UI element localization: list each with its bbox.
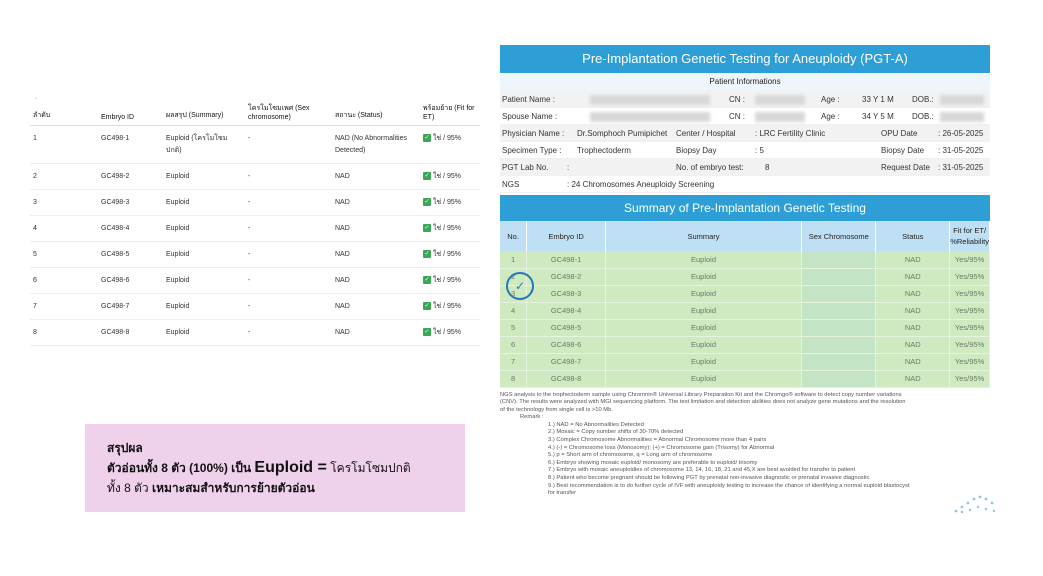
summary-row bbox=[500, 353, 990, 370]
check-square-icon: ✓ bbox=[424, 329, 430, 336]
summary-row bbox=[500, 251, 990, 268]
summary-row bbox=[500, 302, 990, 319]
cell-status: NAD bbox=[332, 294, 420, 320]
patient-age-value: 33 Y 1 M bbox=[862, 95, 894, 104]
summary-row bbox=[500, 319, 990, 336]
remark-label: Remark : bbox=[520, 414, 544, 421]
fit-value: ใช่ / 95% bbox=[433, 251, 462, 258]
cell-status: NAD bbox=[332, 190, 420, 216]
summary-title: Summary of Pre-Implantation Genetic Testing bbox=[500, 195, 990, 221]
sum-col-sex-chromosome: Sex Chromosome bbox=[802, 221, 876, 251]
cell-summary: Euploid bbox=[163, 294, 245, 320]
cell-order: 8 bbox=[30, 320, 98, 346]
patient-info-header: Patient Informations bbox=[500, 73, 990, 91]
cell-summary: Euploid bbox=[163, 268, 245, 294]
conclusion-euploid-label: Euploid = bbox=[254, 459, 327, 476]
cell-fit-for-et bbox=[420, 190, 480, 216]
patient-cn-label: CN : bbox=[729, 95, 745, 104]
sum-cell-embryo-id: GC498-6 bbox=[527, 336, 606, 353]
center-value: : LRC Fertility Clinic bbox=[755, 129, 826, 138]
sum-cell-summary: Euploid bbox=[605, 370, 801, 387]
sum-cell-no: 2 bbox=[500, 268, 527, 285]
sum-cell-fit: Yes/95% bbox=[950, 319, 990, 336]
cell-fit-for-et bbox=[420, 242, 480, 268]
cell-status: NAD bbox=[332, 164, 420, 190]
sum-cell-no: 6 bbox=[500, 336, 527, 353]
report-title: Pre-Implantation Genetic Testing for Aneuploidy (PGT-A) bbox=[500, 45, 990, 73]
sum-cell-status: NAD bbox=[876, 302, 950, 319]
conclusion-line-1-suffix: โครโมโซมปกติ bbox=[330, 461, 411, 475]
check-square-icon: ✓ bbox=[424, 251, 430, 258]
pgt-a-report bbox=[500, 45, 990, 515]
request-date-value: : 31-05-2025 bbox=[938, 163, 984, 172]
check-square-icon: ✓ bbox=[424, 225, 430, 232]
report-notes bbox=[500, 392, 990, 498]
request-date-label: Request Date bbox=[881, 163, 930, 172]
check-square-icon: ✓ bbox=[424, 303, 430, 310]
patient-name-row bbox=[500, 91, 990, 108]
cell-order: 4 bbox=[30, 216, 98, 242]
conclusion-box bbox=[85, 424, 465, 512]
cell-fit-for-et bbox=[420, 294, 480, 320]
sum-cell-fit: Yes/95% bbox=[950, 302, 990, 319]
cell-sex-chromosome: - bbox=[245, 216, 332, 242]
conclusion-line-2-prefix: ทั้ง 8 ตัว bbox=[107, 481, 149, 495]
sum-cell-embryo-id: GC498-4 bbox=[527, 302, 606, 319]
ngs-label: NGS bbox=[502, 180, 520, 189]
patient-dob-label: DOB.: bbox=[912, 95, 934, 104]
table-row bbox=[30, 242, 480, 268]
lab-value: : bbox=[567, 163, 570, 172]
patient-name-redacted bbox=[590, 91, 710, 108]
spouse-age-label: Age : bbox=[821, 112, 840, 121]
sum-cell-no: 8 bbox=[500, 370, 527, 387]
spouse-dob-redacted bbox=[940, 108, 984, 125]
remark-line: 7.) Embryo with mosaic aneuploidies of chromosome 13, 14, 16, 18, 21 and 45,X are best avoided for transfer to patient bbox=[548, 467, 856, 474]
col-header-embryo-id: Embryo ID bbox=[98, 100, 163, 126]
sum-col-summary: Summary bbox=[605, 221, 801, 251]
sum-cell-embryo-id: GC498-7 bbox=[527, 353, 606, 370]
spouse-name-label: Spouse Name : bbox=[502, 112, 558, 121]
remark-line: 4.) (-) = Chromosome loss (Monosomy); (+) = Chromosome gain (Trisomy) for Abnormal bbox=[548, 444, 775, 451]
sum-cell-sex-chromosome bbox=[802, 302, 876, 319]
sum-cell-fit: Yes/95% bbox=[950, 336, 990, 353]
cell-status: NAD (No Abnormalities Detected) bbox=[332, 126, 420, 164]
table-row bbox=[30, 216, 480, 242]
cell-summary: Euploid bbox=[163, 216, 245, 242]
cell-summary: Euploid bbox=[163, 242, 245, 268]
cell-sex-chromosome: - bbox=[245, 190, 332, 216]
sum-col-no: No. bbox=[500, 221, 527, 251]
sum-cell-sex-chromosome bbox=[802, 251, 876, 268]
table-row bbox=[30, 164, 480, 190]
cell-status: NAD bbox=[332, 268, 420, 294]
cell-order: 3 bbox=[30, 190, 98, 216]
table-row bbox=[30, 320, 480, 346]
biopsy-date-label: Biopsy Date bbox=[881, 146, 925, 155]
sum-cell-status: NAD bbox=[876, 285, 950, 302]
decorative-dna-dots-icon bbox=[948, 485, 1008, 515]
spouse-dob-label: DOB.: bbox=[912, 112, 934, 121]
sum-cell-embryo-id: GC498-1 bbox=[527, 251, 606, 268]
col-header-order: ลำดับ bbox=[30, 100, 98, 126]
biopsy-day-value: : 5 bbox=[755, 146, 764, 155]
sum-cell-no: 5 bbox=[500, 319, 527, 336]
fit-value: ใช่ / 95% bbox=[433, 277, 462, 284]
sum-cell-embryo-id: GC498-3 bbox=[527, 285, 606, 302]
spouse-name-row bbox=[500, 108, 990, 125]
remark-line: 5.) p = Short arm of chromosome, q = Long arm of chromosome bbox=[548, 452, 713, 459]
cell-sex-chromosome: - bbox=[245, 126, 332, 164]
spouse-age-value: 34 Y 5 M bbox=[862, 112, 894, 121]
sum-col-fit: Fit for ET/ %Reliability bbox=[950, 221, 990, 251]
cell-sex-chromosome: - bbox=[245, 294, 332, 320]
opu-value: : 26-05-2025 bbox=[938, 129, 984, 138]
fit-value: ใช่ / 95% bbox=[433, 303, 462, 310]
sum-cell-embryo-id: GC498-2 bbox=[527, 268, 606, 285]
cell-summary: Euploid (โครโมโซมปกติ) bbox=[163, 126, 245, 164]
ngs-row bbox=[500, 176, 990, 193]
lab-label: PGT Lab No. bbox=[502, 163, 549, 172]
remark-line: 2.) Mosaic = Copy number shifts of 30-70% detected bbox=[548, 429, 684, 436]
sum-cell-summary: Euploid bbox=[605, 319, 801, 336]
sum-cell-summary: Euploid bbox=[605, 285, 801, 302]
cell-embryo-id: GC498-4 bbox=[98, 216, 163, 242]
cell-sex-chromosome: - bbox=[245, 242, 332, 268]
sum-cell-fit: Yes/95% bbox=[950, 370, 990, 387]
check-square-icon: ✓ bbox=[424, 173, 430, 180]
sum-col-embryo-id: Embryo ID bbox=[527, 221, 606, 251]
cell-embryo-id: GC498-5 bbox=[98, 242, 163, 268]
sum-cell-embryo-id: GC498-8 bbox=[527, 370, 606, 387]
specimen-value: Trophectoderm bbox=[577, 146, 631, 155]
physician-value: Dr.Somphoch Pumipichet bbox=[577, 129, 668, 138]
note-line: (CNV). The results were analyzed with MGI sequencing platform. The test limitation and detection abilities does not analyze gene mutations and the resolution bbox=[500, 399, 906, 406]
sum-cell-status: NAD bbox=[876, 353, 950, 370]
cell-embryo-id: GC498-8 bbox=[98, 320, 163, 346]
cell-order: 6 bbox=[30, 268, 98, 294]
sum-cell-no: 4 bbox=[500, 302, 527, 319]
check-square-icon: ✓ bbox=[424, 199, 430, 206]
remark-line: 8.) Patient who become pregnant should be following PGT by prenatal non-invasive diagnostic or prenatal invasive diagnostic bbox=[548, 475, 870, 482]
num-embryo-label: No. of embryo test: bbox=[676, 163, 744, 172]
spouse-name-redacted bbox=[590, 108, 710, 125]
cell-embryo-id: GC498-2 bbox=[98, 164, 163, 190]
cell-status: NAD bbox=[332, 320, 420, 346]
physician-label: Physician Name : bbox=[502, 129, 565, 138]
check-square-icon: ✓ bbox=[424, 135, 430, 142]
conclusion-line-1 bbox=[107, 458, 443, 478]
sum-cell-status: NAD bbox=[876, 319, 950, 336]
sum-cell-summary: Euploid bbox=[605, 251, 801, 268]
remark-line: 6.) Embryo showing mosaic euploid/ monosomy are preferable to euploid/ trisomy bbox=[548, 459, 758, 466]
sum-cell-sex-chromosome bbox=[802, 319, 876, 336]
sum-cell-summary: Euploid bbox=[605, 336, 801, 353]
cell-summary: Euploid bbox=[163, 190, 245, 216]
cell-summary: Euploid bbox=[163, 164, 245, 190]
cell-order: 7 bbox=[30, 294, 98, 320]
sum-cell-sex-chromosome bbox=[802, 285, 876, 302]
lab-stamp-icon: ✓ bbox=[506, 272, 534, 300]
sum-cell-summary: Euploid bbox=[605, 268, 801, 285]
biopsy-date-value: : 31-05-2025 bbox=[938, 146, 984, 155]
remark-line: 1.) NAD = No Abnormalities Detected bbox=[548, 421, 644, 428]
sum-cell-sex-chromosome bbox=[802, 268, 876, 285]
patient-dob-redacted bbox=[940, 91, 984, 108]
summary-table bbox=[500, 221, 990, 388]
center-label: Center / Hospital bbox=[676, 129, 736, 138]
sum-cell-summary: Euploid bbox=[605, 302, 801, 319]
note-line: NGS analysis to the trophectoderm sample using Chromnin® Universal Library Preparation Kit and the Chromgo® software to detect copy number variations bbox=[500, 391, 902, 398]
conclusion-heading: สรุปผล bbox=[107, 441, 143, 455]
cell-sex-chromosome: - bbox=[245, 268, 332, 294]
fit-value: ใช่ / 95% bbox=[433, 225, 462, 232]
sum-cell-embryo-id: GC498-5 bbox=[527, 319, 606, 336]
col-header-status: สถานะ (Status) bbox=[332, 100, 420, 126]
sum-cell-status: NAD bbox=[876, 251, 950, 268]
cell-sex-chromosome: - bbox=[245, 320, 332, 346]
summary-row bbox=[500, 285, 990, 302]
sum-cell-sex-chromosome bbox=[802, 353, 876, 370]
cell-order: 5 bbox=[30, 242, 98, 268]
cell-status: NAD bbox=[332, 216, 420, 242]
sum-cell-no: 3 bbox=[500, 285, 527, 302]
fit-value: ใช่ / 95% bbox=[433, 173, 462, 180]
remark-line: 9.) Best recommendation is to do further cycle of IVF with aneuploidy testing to increase the chance of identifying a normal euploid blastocyst bbox=[548, 482, 910, 489]
sum-cell-no: 1 bbox=[500, 251, 527, 268]
cell-summary: Euploid bbox=[163, 320, 245, 346]
sum-cell-status: NAD bbox=[876, 268, 950, 285]
cell-order: 2 bbox=[30, 164, 98, 190]
cell-fit-for-et bbox=[420, 268, 480, 294]
col-header-summary: ผลสรุป (Summary) bbox=[163, 100, 245, 126]
cell-embryo-id: GC498-1 bbox=[98, 126, 163, 164]
col-header-fit-for-et: พร้อมย้าย (Fit for ET) bbox=[420, 100, 480, 126]
table-row bbox=[30, 190, 480, 216]
opu-label: OPU Date bbox=[881, 129, 918, 138]
summary-row bbox=[500, 268, 990, 285]
cell-fit-for-et bbox=[420, 320, 480, 346]
conclusion-line-1-prefix: ตัวอ่อนทั้ง 8 ตัว (100%) เป็น bbox=[107, 461, 252, 475]
sum-cell-status: NAD bbox=[876, 336, 950, 353]
embryo-results-table bbox=[30, 100, 480, 346]
fit-value: ใช่ / 95% bbox=[433, 135, 462, 142]
check-square-icon: ✓ bbox=[424, 277, 430, 284]
sum-cell-sex-chromosome bbox=[802, 336, 876, 353]
sum-cell-fit: Yes/95% bbox=[950, 268, 990, 285]
num-embryo-value: 8 bbox=[765, 163, 770, 172]
sum-cell-no: 7 bbox=[500, 353, 527, 370]
ngs-value: : 24 Chromosomes Aneuploidy Screening bbox=[567, 180, 715, 189]
cell-order: 1 bbox=[30, 126, 98, 164]
spouse-cn-label: CN : bbox=[729, 112, 745, 121]
biopsy-day-label: Biopsy Day bbox=[676, 146, 717, 155]
patient-name-label: Patient Name : bbox=[502, 95, 555, 104]
summary-row bbox=[500, 370, 990, 387]
cell-embryo-id: GC498-3 bbox=[98, 190, 163, 216]
patient-cn-redacted bbox=[755, 91, 805, 108]
note-line: of the technology from single cell is >10 Mb. bbox=[500, 406, 613, 413]
remark-line: 3.) Complex Chromosome Abnormalities = Abnormal Chromosome more than 4 pairs bbox=[548, 437, 767, 444]
sum-cell-fit: Yes/95% bbox=[950, 285, 990, 302]
specimen-label: Specimen Type : bbox=[502, 146, 562, 155]
table-header-row bbox=[30, 100, 480, 126]
cell-fit-for-et bbox=[420, 164, 480, 190]
cell-sex-chromosome: - bbox=[245, 164, 332, 190]
bullet-dot: . bbox=[35, 92, 38, 101]
table-row bbox=[30, 294, 480, 320]
summary-row bbox=[500, 336, 990, 353]
sum-cell-status: NAD bbox=[876, 370, 950, 387]
lab-row bbox=[500, 159, 990, 176]
sum-cell-fit: Yes/95% bbox=[950, 251, 990, 268]
remark-line-tail: for transfer bbox=[548, 490, 577, 497]
fit-value: ใช่ / 95% bbox=[433, 329, 462, 336]
sum-col-status: Status bbox=[876, 221, 950, 251]
table-row bbox=[30, 268, 480, 294]
fit-value: ใช่ / 95% bbox=[433, 199, 462, 206]
cell-fit-for-et bbox=[420, 216, 480, 242]
summary-header-row bbox=[500, 221, 990, 251]
sum-cell-sex-chromosome bbox=[802, 370, 876, 387]
patient-age-label: Age : bbox=[821, 95, 840, 104]
col-header-sex-chromosome: โครโมโซมเพศ (Sex chromosome) bbox=[245, 100, 332, 126]
sum-cell-summary: Euploid bbox=[605, 353, 801, 370]
table-row bbox=[30, 126, 480, 164]
cell-embryo-id: GC498-6 bbox=[98, 268, 163, 294]
specimen-row bbox=[500, 142, 990, 159]
cell-status: NAD bbox=[332, 242, 420, 268]
cell-embryo-id: GC498-7 bbox=[98, 294, 163, 320]
physician-row bbox=[500, 125, 990, 142]
spouse-cn-redacted bbox=[755, 108, 805, 125]
cell-fit-for-et bbox=[420, 126, 480, 164]
conclusion-line-2-bold: เหมาะสมสำหรับการย้ายตัวอ่อน bbox=[152, 481, 315, 495]
sum-cell-fit: Yes/95% bbox=[950, 353, 990, 370]
conclusion-line-2 bbox=[107, 478, 443, 498]
